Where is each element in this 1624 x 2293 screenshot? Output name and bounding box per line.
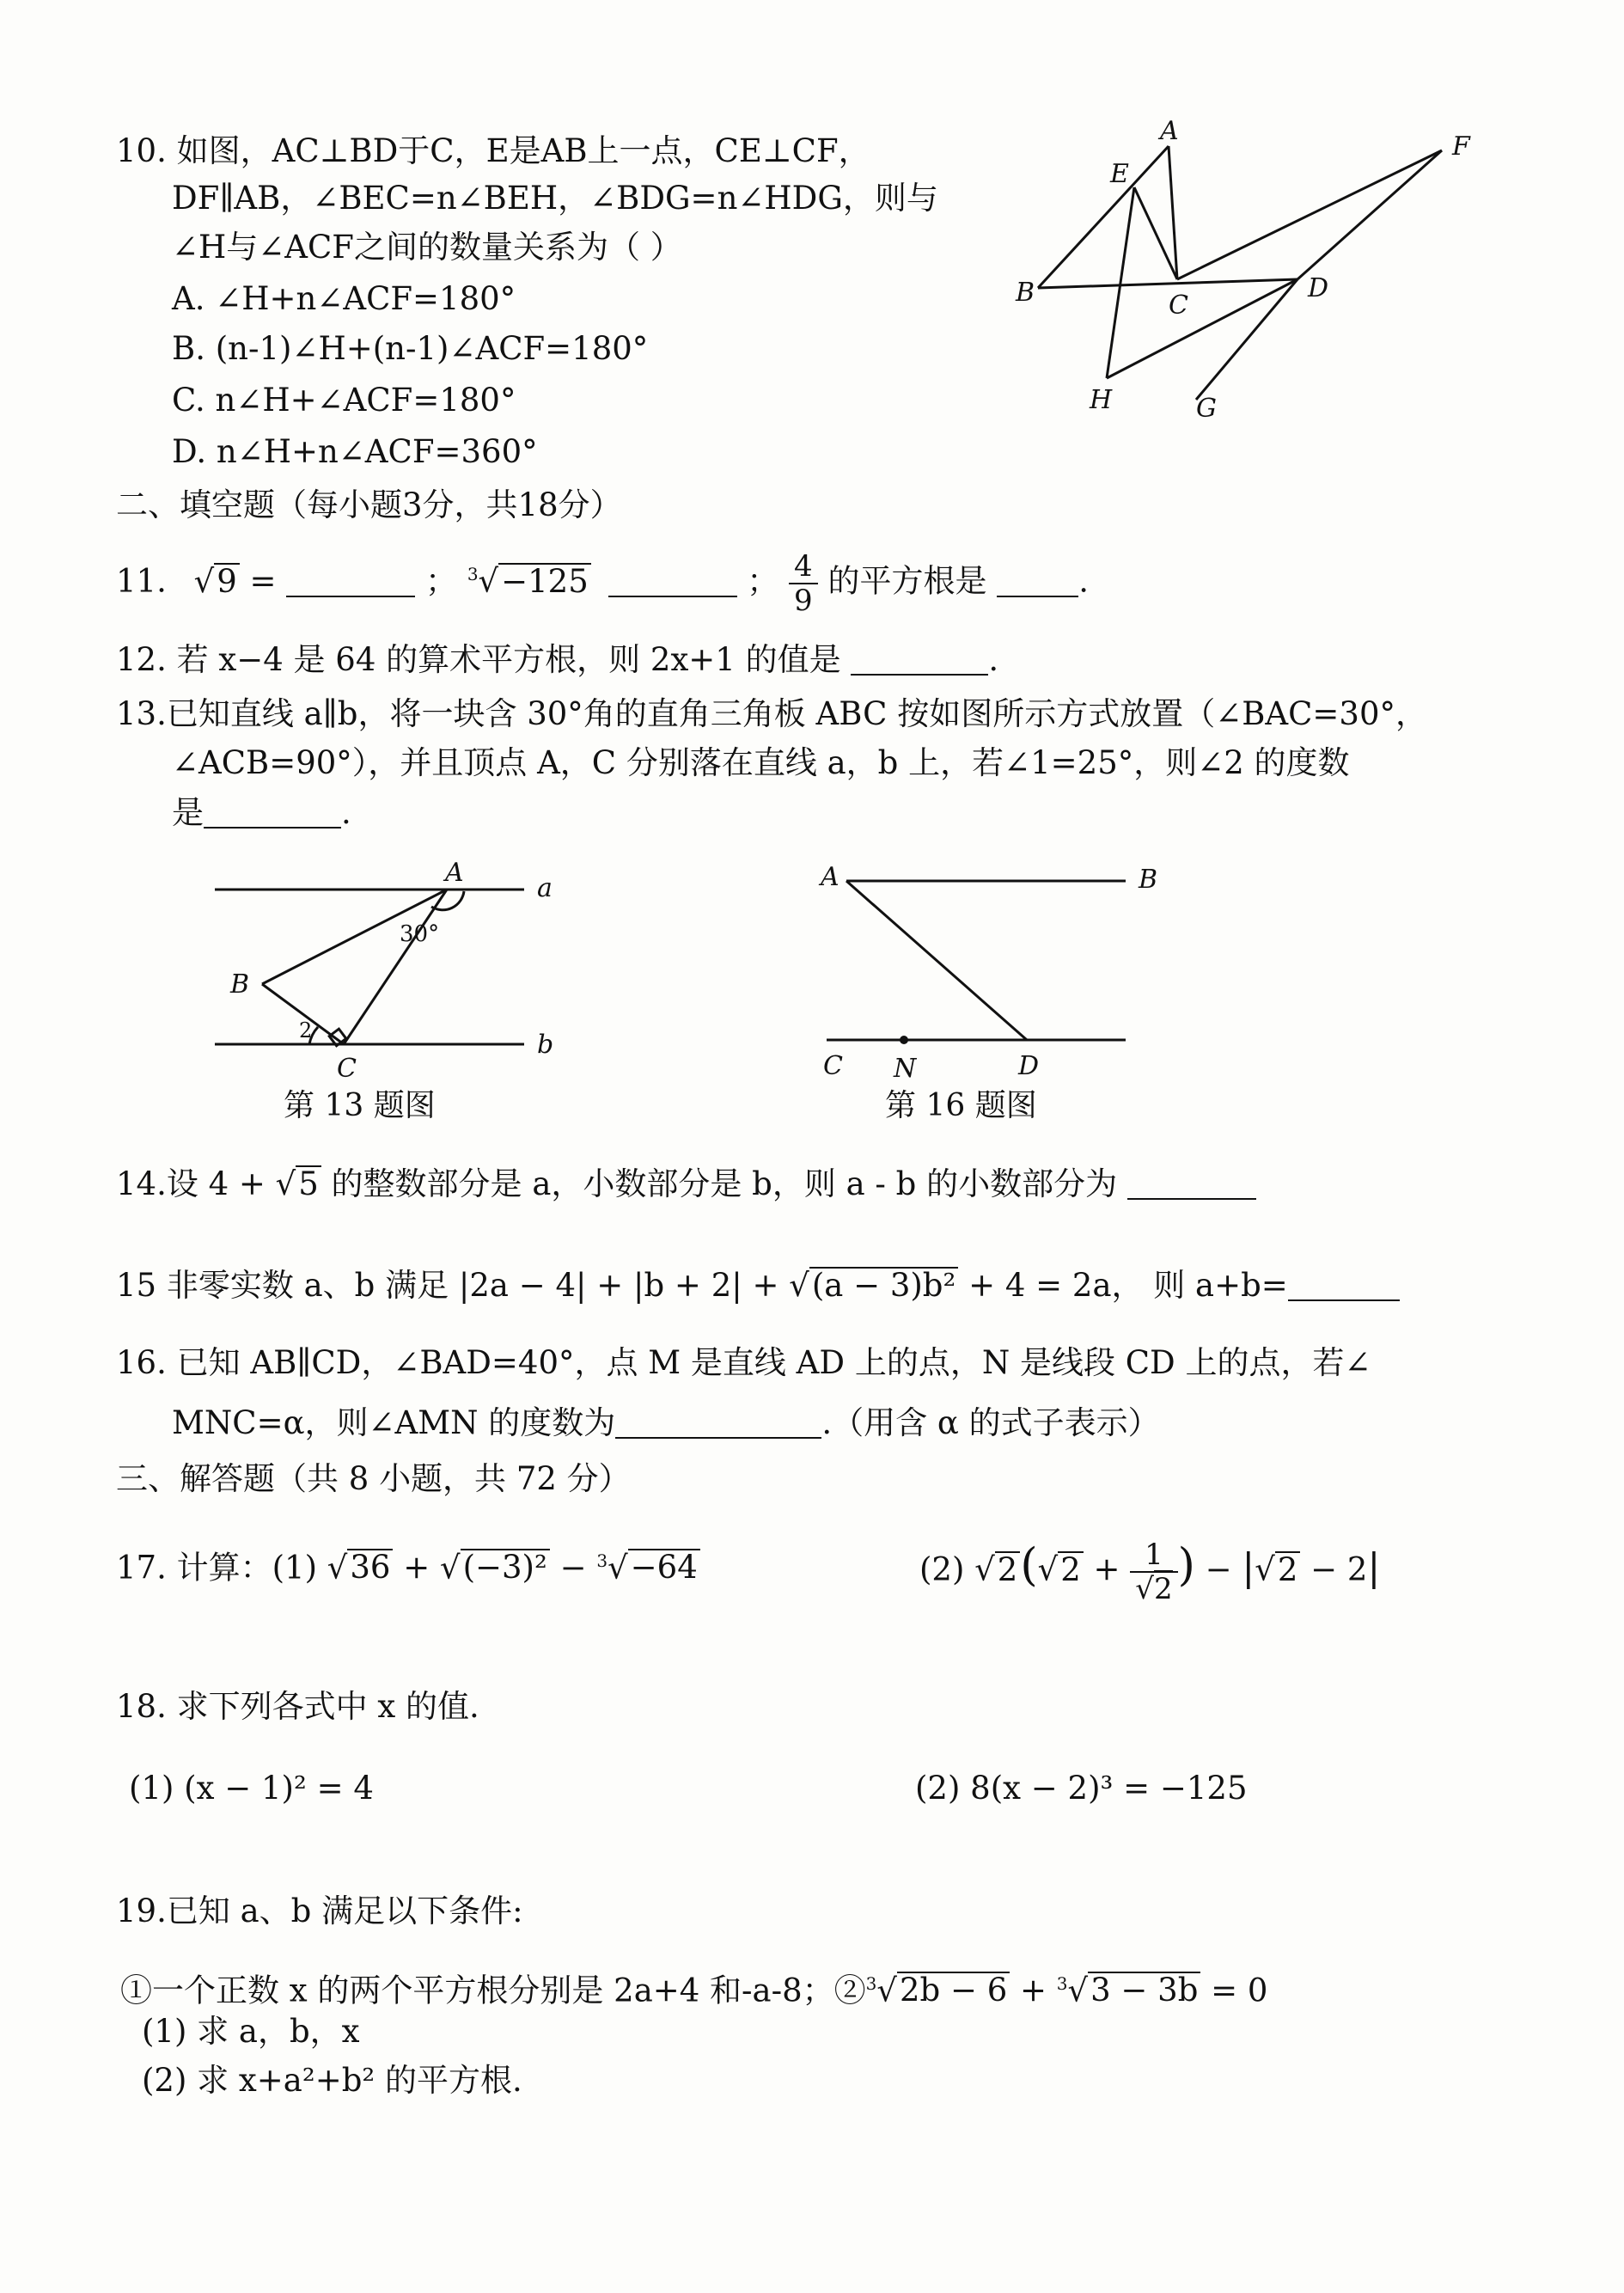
fig13-label-c: C — [337, 1054, 357, 1084]
q13-blank[interactable] — [204, 794, 341, 829]
q15-radical: (a − 3)b² — [809, 1267, 959, 1303]
q10-option-d: D. n∠H+n∠ACF=360° — [172, 433, 538, 470]
q12: 12. 若 x−4 是 64 的算术平方根，则 2x+1 的值是 . — [116, 641, 999, 678]
fig13-label-line-b: b — [537, 1030, 554, 1060]
q19-conditions: ①一个正数 x 的两个平方根分别是 2a+4 和-a-8；②$^3$√2b − 6 + $^3$√3 − 3b = 0 — [120, 1972, 1268, 2009]
fig10-label-c: C — [1169, 290, 1188, 321]
q15-abs1: |2a − 4| — [458, 1267, 587, 1304]
section-3-heading: 三、解答题（共 8 小题，共 72 分） — [116, 1460, 631, 1497]
q16-line2: MNC=α，则∠AMN 的度数为 .（用含 α 的式子表示） — [172, 1404, 1160, 1441]
q11: 11. √9 = ； $^3$√−125 ； $\frac{4}{9}$ 的平方根是 . — [116, 549, 1089, 618]
fig13-label-a: A — [445, 858, 464, 888]
fig10-label-d: D — [1308, 273, 1329, 303]
q11-blank-1[interactable] — [286, 563, 415, 597]
q11-tail: 的平方根是 — [827, 562, 987, 600]
q14: 14.设 4 + √5 的整数部分是 a，小数部分是 b，则 a - b 的小数部分为 — [116, 1162, 1256, 1207]
q10-figure — [1005, 120, 1487, 430]
q11-number: 11. — [116, 562, 167, 600]
q11-sep-2: ； — [747, 562, 779, 600]
q11-sqrt9: 9 — [214, 563, 240, 599]
fig10-label-a: A — [1160, 120, 1179, 146]
fig10-label-f: F — [1452, 131, 1470, 162]
q17-fraction: $\frac{1}{√2}$ — [1130, 1538, 1177, 1605]
q12-blank[interactable] — [851, 641, 988, 676]
q10-option-c: C. n∠H+∠ACF=180° — [172, 382, 516, 419]
q13-caption: 第 13 题图 — [284, 1088, 436, 1123]
q13-line3: 是 . — [172, 794, 351, 831]
q16-caption: 第 16 题图 — [885, 1088, 1037, 1123]
fig13-angle-2: 2 — [299, 1018, 313, 1043]
q10-line2: DF∥AB，∠BEC=n∠BEH，∠BDG=n∠HDG，则与 — [172, 180, 938, 217]
q19-cbrt-2: 3 − 3b — [1088, 1972, 1200, 2008]
q11-blank-3[interactable] — [997, 563, 1078, 597]
q17-part2: (2) √2(√2 + $\frac{1}{√2}$ ) − |√2 − 2| — [919, 1538, 1381, 1606]
fig16-label-a: A — [821, 862, 839, 892]
q11-cbrt: −125 — [498, 563, 591, 599]
q18-title: 18. 求下列各式中 x 的值. — [116, 1688, 479, 1725]
q11-equals: = — [249, 562, 277, 600]
q17-part1: 17. 计算：(1) √36 + √(−3)² − $^3$√−64 — [116, 1538, 700, 1590]
q10-option-b: B. (n-1)∠H+(n-1)∠ACF=180° — [172, 330, 649, 367]
fig10-label-e: E — [1110, 159, 1129, 189]
fig13-label-line-a: a — [537, 873, 553, 903]
q15-abs2: |b + 2| — [633, 1267, 742, 1304]
q10-line3: ∠H与∠ACF之间的数量关系为（ ） — [172, 229, 682, 266]
q10-option-a: A. ∠H+n∠ACF=180° — [172, 280, 516, 317]
q15: 15 非零实数 a、b 满足 |2a − 4| + |b + 2| + √(a − 3)b² + 4 = 2a， 则 a+b= — [116, 1263, 1400, 1308]
q17-abs-sqrt2: 2 — [1275, 1551, 1301, 1587]
q17-sqrt-neg3sq: (−3)² — [461, 1549, 550, 1585]
q14-blank[interactable] — [1127, 1165, 1256, 1200]
fig16-label-d: D — [1018, 1051, 1040, 1081]
fig16-point-n — [900, 1036, 908, 1044]
fig10-label-b: B — [1016, 278, 1035, 308]
section-2-heading: 二、填空题（每小题3分，共18分） — [116, 486, 622, 523]
q13-figure — [206, 855, 567, 1096]
q11-blank-2[interactable] — [608, 563, 737, 597]
fig10-label-h: H — [1090, 385, 1113, 415]
fig16-label-b: B — [1139, 865, 1158, 895]
q18-part2: (2) 8(x − 2)³ = −125 — [915, 1770, 1248, 1807]
q19-title: 19.已知 a、b 满足以下条件: — [116, 1892, 523, 1929]
q17-cbrt-neg64: −64 — [628, 1549, 700, 1585]
q19-part1: (1) 求 a，b，x — [142, 2013, 360, 2050]
q13-line1: 13.已知直线 a∥b，将一块含 30°角的直角三角板 ABC 按如图所示方式放置（∠BAC=30°， — [116, 695, 1428, 732]
q19-part2: (2) 求 x+a²+b² 的平方根. — [142, 2062, 522, 2099]
q12-text: 12. 若 x−4 是 64 的算术平方根，则 2x+1 的值是 — [116, 641, 841, 678]
q17-sqrt2-b: 2 — [1058, 1551, 1084, 1587]
q16-blank[interactable] — [615, 1404, 821, 1439]
q16-figure — [808, 855, 1169, 1096]
q19-cbrt-1: 2b − 6 — [897, 1972, 1010, 2008]
q11-fraction: $\frac{4}{9}$ — [789, 550, 818, 617]
fig10-label-g: G — [1196, 394, 1217, 424]
q15-blank[interactable] — [1288, 1267, 1400, 1301]
fig16-label-n: N — [894, 1054, 917, 1084]
fig16-label-c: C — [823, 1051, 843, 1081]
q17-sqrt36: 36 — [347, 1549, 393, 1585]
q13-line2: ∠ACB=90°），并且顶点 A，C 分别落在直线 a，b 上，若∠1=25°，则∠2 的度数 — [172, 744, 1350, 781]
q14-sqrt5: 5 — [296, 1165, 321, 1202]
q18-part1: (1) (x − 1)² = 4 — [129, 1770, 374, 1807]
q11-sep-1: ； — [425, 562, 458, 600]
fig13-angle-30: 30° — [400, 921, 440, 947]
q10-line1: 10. 如图，AC⊥BD于C，E是AB上一点，CE⊥CF， — [116, 132, 870, 169]
fig13-label-b: B — [230, 969, 250, 1000]
q17-sqrt2-a: 2 — [995, 1551, 1021, 1587]
q11-cbrt-index: 3 — [467, 564, 479, 585]
q16-line1: 16. 已知 AB∥CD，∠BAD=40°，点 M 是直线 AD 上的点，N 是线段 CD 上的点，若∠ — [116, 1344, 1371, 1381]
